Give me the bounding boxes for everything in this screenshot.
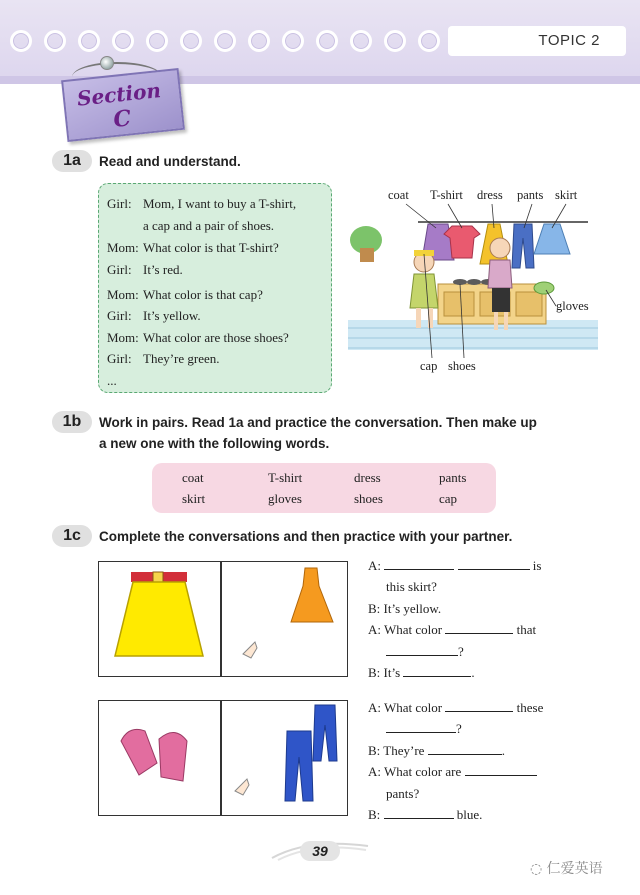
answer-blank[interactable]: [445, 700, 513, 712]
section-sign: [61, 68, 185, 142]
label-coat: coat: [388, 188, 409, 202]
pink-gloves-icon: [99, 701, 219, 813]
blue-pants-icon: [221, 701, 347, 813]
dialogue-line: Girl: It’s red.: [107, 262, 183, 277]
answer-blank[interactable]: [386, 644, 458, 656]
exercise-1c-instruction: Complete the conversations and then practice with your partner.: [99, 529, 513, 544]
topic-tab: [448, 26, 626, 56]
binder-ring-icon: [350, 30, 372, 52]
label-gloves: gloves: [556, 299, 589, 313]
binder-ring-icon: [418, 30, 440, 52]
answer-blank[interactable]: [428, 743, 502, 755]
watermark-text: 仁爱英语: [546, 861, 603, 877]
conv1-line-b1: B: It’s yellow.: [368, 601, 442, 616]
word-item: cap: [439, 491, 458, 506]
watermark: [530, 858, 603, 878]
conv2-line-b1: B: They’re .: [368, 743, 505, 758]
dialogue-line: a cap and a pair of shoes.: [143, 218, 275, 233]
label-pants: pants: [517, 188, 544, 202]
word-item: gloves: [268, 491, 302, 506]
answer-blank[interactable]: [403, 665, 471, 677]
binder-ring-icon: [316, 30, 338, 52]
dialogue-line: Girl: It’s yellow.: [107, 308, 201, 323]
picture-grid-gloves-pants: [98, 700, 348, 816]
conv1-line-a2-cont: ?: [386, 644, 464, 660]
word-item: pants: [439, 470, 467, 485]
dialogue-line: Mom: What color is that cap?: [107, 287, 263, 302]
conv2-line-a2: A: What color are: [368, 764, 537, 780]
conv1-line-b2: B: It’s .: [368, 665, 475, 680]
word-item: skirt: [182, 491, 206, 506]
dialogue-line: Girl: They’re green.: [107, 351, 220, 366]
label-tshirt: T-shirt: [430, 188, 463, 202]
answer-blank[interactable]: [465, 764, 537, 776]
binder-ring-icon: [214, 30, 236, 52]
exercise-1b-instruction-line2: a new one with the following words.: [99, 436, 330, 451]
exercise-1a-instruction: Read and understand.: [99, 154, 241, 169]
binder-ring-icon: [10, 30, 32, 52]
topic-title: TOPIC 2: [538, 32, 600, 49]
binder-ring-icon: [146, 30, 168, 52]
conv1-line-a1: A: is: [368, 558, 542, 573]
dialogue-line: Mom: What color is that T-shirt?: [107, 240, 279, 255]
picture-grid-skirt-dress: [98, 561, 348, 677]
conv2-line-a1-cont: ?: [386, 721, 462, 737]
chat-icon: ◌: [530, 861, 543, 877]
dialogue-line: Girl: Mom, I want to buy a T-shirt,: [107, 196, 297, 211]
label-dress: dress: [477, 188, 503, 202]
conv2-line-a1: A: What color these: [368, 700, 544, 715]
exercise-1b-instruction-line1: Work in pairs. Read 1a and practice the conversation. Then make up: [99, 415, 537, 430]
yellow-skirt-icon: [99, 562, 219, 674]
exercise-1b-number: 1b: [52, 411, 92, 433]
answer-blank[interactable]: [384, 558, 454, 570]
binder-ring-icon: [180, 30, 202, 52]
answer-blank[interactable]: [384, 807, 454, 819]
page-number: 39: [300, 841, 340, 861]
exercise-1c-number: 1c: [52, 525, 92, 547]
dialogue-line: ...: [107, 373, 117, 388]
pin-icon: [100, 56, 114, 70]
word-bank: [152, 463, 496, 513]
binder-ring-icon: [44, 30, 66, 52]
answer-blank[interactable]: [445, 622, 513, 634]
answer-blank[interactable]: [458, 558, 530, 570]
label-cap: cap: [420, 359, 438, 373]
section-letter: C: [112, 105, 133, 134]
binder-ring-icon: [248, 30, 270, 52]
orange-dress-icon: [221, 562, 347, 674]
label-shoes: shoes: [448, 359, 476, 373]
dialogue-line: Mom: What color are those shoes?: [107, 330, 289, 345]
label-skirt: skirt: [555, 188, 578, 202]
binder-ring-icon: [384, 30, 406, 52]
word-item: T-shirt: [268, 470, 303, 485]
dialogue-box: [98, 183, 332, 393]
binder-ring-icon: [282, 30, 304, 52]
exercise-1a-number: 1a: [52, 150, 92, 172]
conv2-line-a2-cont: pants?: [386, 786, 420, 801]
answer-blank[interactable]: [386, 721, 456, 733]
word-item: shoes: [354, 491, 383, 506]
word-item: coat: [182, 470, 204, 485]
binder-ring-icon: [78, 30, 100, 52]
binder-ring-icon: [112, 30, 134, 52]
clothing-store-illustration: [348, 188, 598, 378]
section-word: Section: [75, 78, 162, 111]
conv1-line-a2: A: What color that: [368, 622, 537, 637]
clothing-store-scene: [348, 188, 598, 378]
conv2-line-b2: B: blue.: [368, 807, 483, 822]
conv1-line-a1-cont: this skirt?: [386, 579, 437, 594]
word-item: dress: [354, 470, 381, 485]
